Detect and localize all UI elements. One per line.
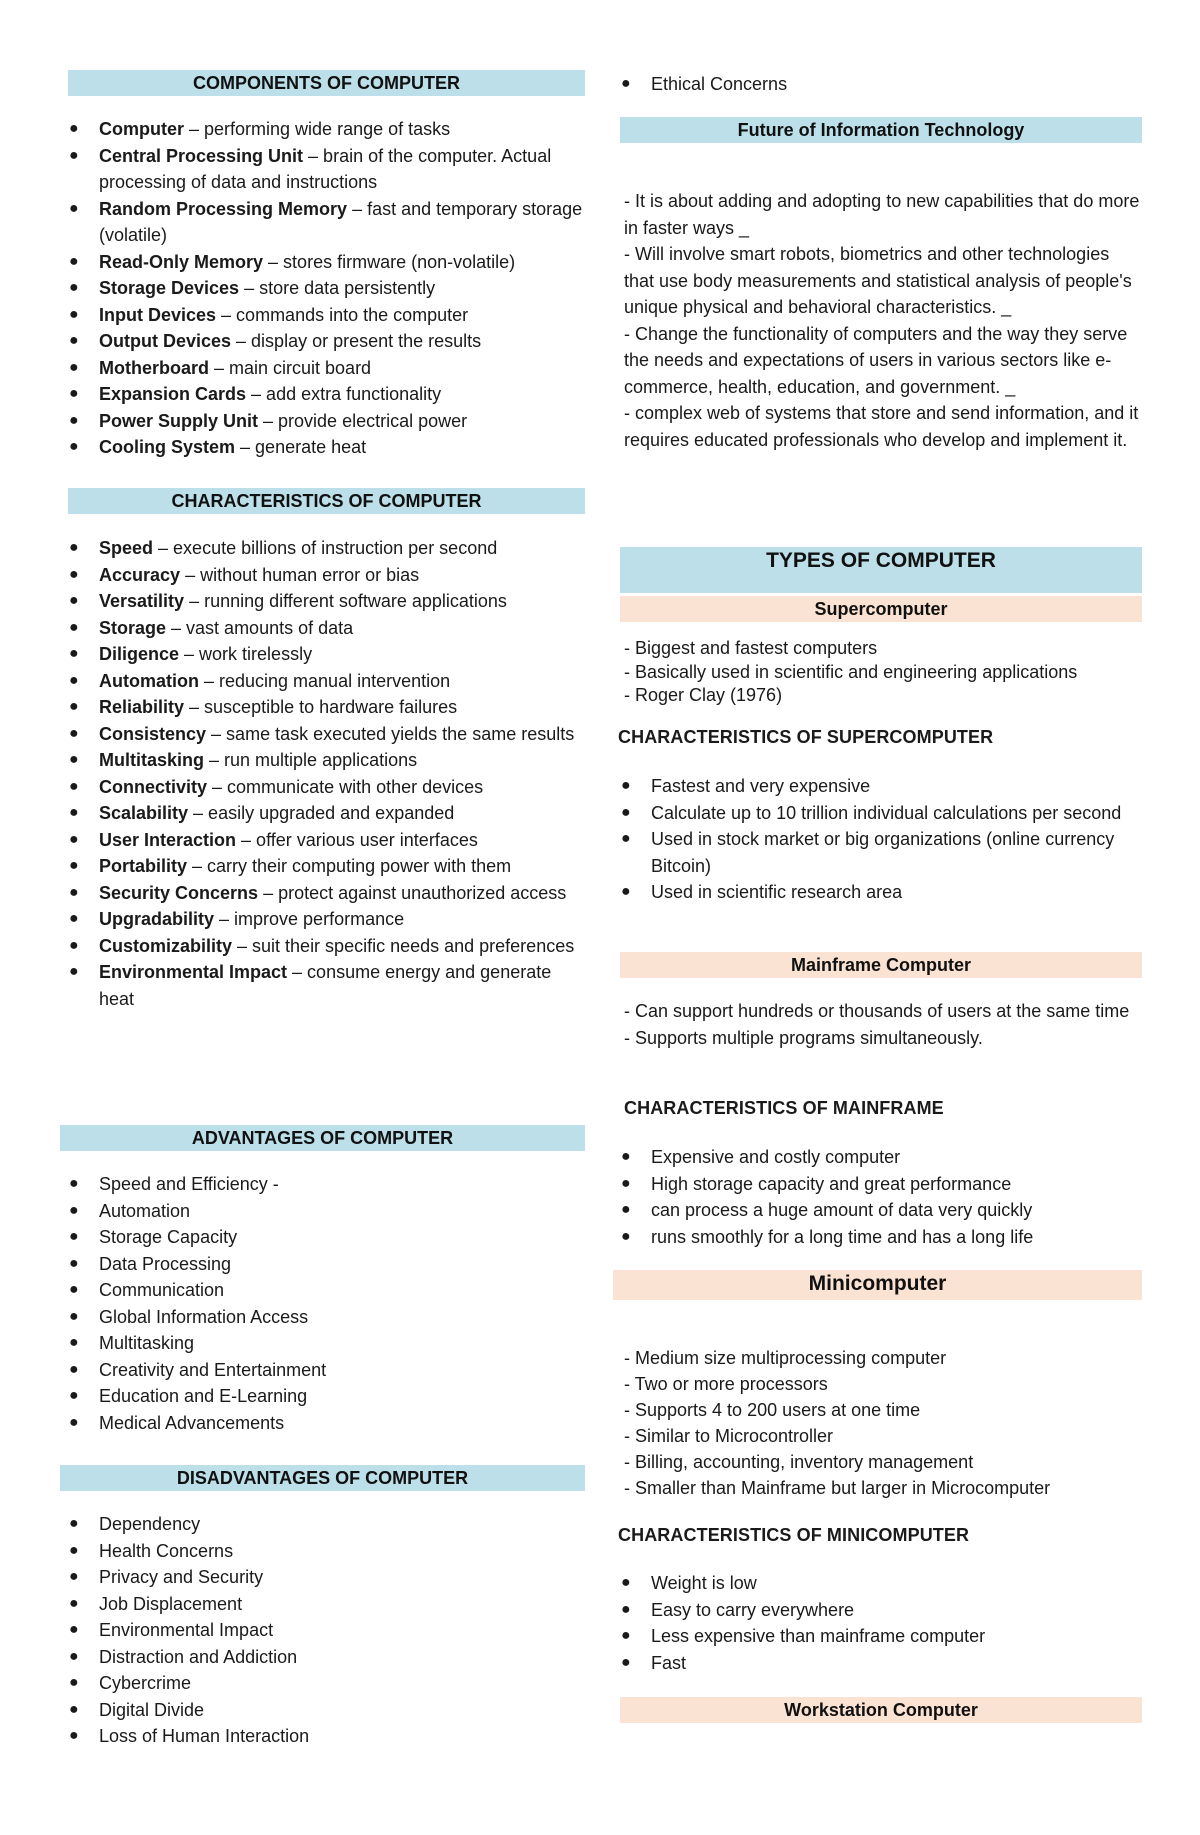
bullet-icon: ● (69, 565, 79, 583)
item-description: – execute billions of instruction per second (153, 538, 498, 558)
text-line: - Supports multiple programs simultaneously. (624, 1027, 983, 1048)
item-text: Job Displacement (99, 1593, 243, 1614)
minicomputer-header: Minicomputer (613, 1270, 1142, 1300)
bullet-icon: ● (621, 777, 631, 794)
components-header: COMPONENTS OF COMPUTER (68, 70, 585, 96)
bullet-icon: ● (69, 539, 79, 556)
item-description: – offer various user interfaces (236, 829, 478, 850)
bullet-icon: ● (621, 1627, 631, 1644)
list-item (60, 196, 585, 249)
item-description: – performing wide range of tasks (184, 119, 451, 139)
bullet-icon: ● (69, 279, 79, 296)
text-line: - Can support hundreds or thousands of users at the same time (624, 1001, 1130, 1021)
item-description: – without human error or bias (180, 564, 420, 585)
bullet-icon: ● (621, 1174, 631, 1192)
item-term: Central Processing Unit (99, 145, 304, 166)
text-line: - Billing, accounting, inventory management (624, 1452, 974, 1472)
item-text: can process a huge amount of data very quickly (651, 1200, 1033, 1220)
item-description: – fast and temporary storage (volatile) (99, 198, 583, 245)
item-description: – easily upgraded and expanded (188, 803, 455, 823)
list-item (60, 1723, 585, 1750)
list-item (60, 747, 585, 774)
list-item (60, 641, 585, 668)
item-text: Health Concerns (99, 1540, 234, 1561)
item-term: Automation (99, 670, 199, 691)
item-text: runs smoothly for a long time and has a long life (651, 1226, 1034, 1247)
list-item (60, 1670, 585, 1697)
supercomputer-char-list (612, 773, 1142, 906)
bullet-icon: ● (69, 1307, 79, 1325)
item-term: User Interaction (99, 829, 237, 850)
item-text: Loss of Human Interaction (99, 1726, 310, 1746)
bullet-icon: ● (69, 411, 79, 429)
list-item (60, 800, 585, 827)
list-item (60, 408, 585, 435)
item-term: Speed (99, 538, 154, 558)
item-text: Creativity and Entertainment (99, 1359, 327, 1380)
bullet-icon: ● (69, 120, 79, 137)
list-item (60, 774, 585, 801)
item-description: – provide electrical power (258, 410, 468, 431)
item-description: – improve performance (214, 909, 405, 929)
list-item (60, 1538, 585, 1565)
item-text: Privacy and Security (99, 1567, 264, 1587)
item-term: Read-Only Memory (99, 251, 264, 272)
advantages-header: ADVANTAGES OF COMPUTER (60, 1125, 585, 1151)
item-term: Portability (99, 856, 188, 876)
item-description: – vast amounts of data (166, 617, 354, 638)
list-item (612, 1623, 1142, 1650)
list-item (612, 773, 1142, 800)
list-item (60, 1198, 585, 1225)
bullet-icon: ● (69, 332, 79, 349)
text-line: - Supports 4 to 200 users at one time (624, 1400, 921, 1420)
item-text: Fast (651, 1652, 687, 1673)
bullet-icon: ● (69, 252, 79, 270)
list-item (60, 933, 585, 960)
list-item (60, 381, 585, 408)
bullet-icon: ● (621, 803, 631, 821)
text-line: - Change the functionality of computers and the way they serve the needs and expectations of users in various sectors like e-commerce, health, education, and government. _ (624, 323, 1128, 397)
bullet-icon: ● (69, 751, 79, 768)
item-term: Expansion Cards (99, 384, 247, 404)
list-item (60, 1564, 585, 1591)
mainframe-header: Mainframe Computer (620, 952, 1142, 978)
item-term: Output Devices (99, 331, 232, 351)
bullet-icon: ● (69, 910, 79, 927)
item-description: – carry their computing power with them (187, 856, 512, 876)
item-text: Communication (99, 1280, 225, 1300)
minicomputer-char-title: CHARACTERISTICS OF MINICOMPUTER (618, 1525, 970, 1545)
bullet-icon: ● (69, 438, 79, 455)
item-text: Storage Capacity (99, 1227, 238, 1247)
item-text: Expensive and costly computer (651, 1147, 901, 1167)
bullet-icon: ● (69, 1541, 79, 1559)
item-description: – communicate with other devices (207, 776, 484, 797)
list-item (60, 434, 585, 461)
list-item: ● Ethical Concerns (621, 74, 788, 94)
bullet-icon: ● (69, 1674, 79, 1691)
list-item (612, 1597, 1142, 1624)
list-item (612, 800, 1142, 827)
item-text: Data Processing (99, 1253, 232, 1274)
item-text: Easy to carry everywhere (651, 1599, 855, 1620)
list-item (60, 1277, 585, 1304)
list-item (60, 1330, 585, 1357)
bullet-icon: ● (621, 1600, 631, 1618)
disadvantages-header: DISADVANTAGES OF COMPUTER (60, 1465, 585, 1491)
bullet-icon: ● (69, 936, 79, 954)
item-text: Used in scientific research area (651, 882, 903, 902)
bullet-icon: ● (69, 1387, 79, 1404)
list-item (60, 1224, 585, 1251)
bullet-icon: ● (69, 1175, 79, 1192)
characteristics-header: CHARACTERISTICS OF COMPUTER (68, 488, 585, 514)
item-text: Cybercrime (99, 1673, 192, 1693)
list-item (60, 1383, 585, 1410)
minicomputer-text (624, 1345, 1142, 1501)
list-item (612, 826, 1142, 879)
bullet-icon: ● (69, 857, 79, 874)
bullet-icon: ● (69, 1700, 79, 1718)
future-it-header: Future of Information Technology (620, 117, 1142, 143)
bullet-icon: ● (69, 1228, 79, 1245)
bullet-icon: ● (69, 671, 79, 689)
list-item (60, 1357, 585, 1384)
list-item (60, 355, 585, 382)
item-term: Reliability (99, 697, 185, 717)
item-text: Education and E-Learning (99, 1386, 308, 1406)
list-item (612, 879, 1142, 906)
item-description: – brain of the computer. Actual processing of data and instructions (99, 145, 552, 192)
list-item (60, 562, 585, 589)
item-text: Medical Advancements (99, 1412, 285, 1433)
bullet-icon: ● (69, 199, 79, 217)
item-term: Customizability (99, 935, 233, 956)
list-item (60, 1697, 585, 1724)
text-line: - Two or more processors (624, 1374, 828, 1394)
item-description: – run multiple applications (204, 750, 418, 770)
item-description: – work tirelessly (179, 644, 313, 664)
list-item (60, 827, 585, 854)
item-term: Random Processing Memory (99, 198, 348, 219)
bullet-icon: ● (69, 1201, 79, 1219)
list-item (60, 1644, 585, 1671)
supercomputer-header: Supercomputer (620, 596, 1142, 622)
bullet-icon: ● (621, 1574, 631, 1591)
bullet-icon: ● (69, 963, 79, 980)
bullet-icon: ● (69, 1334, 79, 1351)
list-item (60, 1171, 585, 1198)
item-description: – consume energy and generate heat (99, 962, 552, 1009)
list-item (60, 1251, 585, 1278)
bullet-icon: ● (69, 645, 79, 662)
item-term: Environmental Impact (99, 962, 288, 982)
item-term: Cooling System (99, 437, 236, 457)
bullet-icon: ● (69, 1621, 79, 1638)
list-item (60, 116, 585, 143)
bullet-icon: ● (69, 1254, 79, 1272)
list-item (60, 615, 585, 642)
bullet-icon: ● (621, 830, 631, 847)
item-term: Motherboard (99, 357, 209, 378)
item-text: High storage capacity and great performance (651, 1173, 1012, 1194)
bullet-icon: ● (621, 1227, 631, 1245)
list-item (60, 668, 585, 695)
item-description: – reducing manual intervention (198, 670, 451, 691)
bullet-icon: ● (69, 1413, 79, 1431)
item-term: Multitasking (99, 750, 205, 770)
item-description: – running different software applications (184, 591, 507, 611)
item-term: Versatility (99, 591, 185, 611)
list-item (60, 880, 585, 907)
bullet-icon: ● (69, 830, 79, 848)
list-item (60, 1591, 585, 1618)
future-it-text (624, 188, 1142, 453)
bullet-icon: ● (69, 1594, 79, 1612)
list-item (60, 1410, 585, 1437)
mainframe-char-list (612, 1144, 1142, 1250)
item-description: – suit their specific needs and preferences (232, 935, 575, 956)
bullet-icon: ● (621, 1148, 631, 1165)
list-item (60, 959, 585, 1012)
bullet-icon: ● (69, 1647, 79, 1665)
text-line: - Roger Clay (1976) (624, 685, 783, 705)
workstation-header: Workstation Computer (620, 1697, 1142, 1723)
text-line: - Smaller than Mainframe but larger in Microcomputer (624, 1478, 1051, 1498)
supercomputer-text (624, 637, 1142, 708)
item-term: Storage Devices (99, 278, 240, 298)
list-item (60, 143, 585, 196)
item-description: – add extra functionality (246, 384, 442, 404)
list-item (60, 721, 585, 748)
list-item (60, 1511, 585, 1538)
bullet-icon: ● (69, 305, 79, 323)
text-line: - Medium size multiprocessing computer (624, 1348, 947, 1368)
list-item (60, 588, 585, 615)
text-line: - complex web of systems that store and send information, and it requires educated professionals who develop and implement it. (624, 403, 1139, 450)
item-text: Environmental Impact (99, 1620, 274, 1640)
bullet-icon: ● (69, 724, 79, 742)
list-item (60, 302, 585, 329)
list-item (60, 249, 585, 276)
item-term: Diligence (99, 644, 180, 664)
bullet-icon: ● (621, 883, 631, 900)
bullet-icon: ● (69, 1360, 79, 1378)
item-text: Distraction and Addiction (99, 1646, 298, 1667)
item-term: Scalability (99, 803, 189, 823)
list-item (612, 1570, 1142, 1597)
characteristics-list (60, 535, 585, 1012)
list-item (60, 1304, 585, 1331)
item-term: Input Devices (99, 304, 217, 325)
list-item (60, 853, 585, 880)
disadvantages-list (60, 1511, 585, 1750)
list-item (60, 694, 585, 721)
item-text: Global Information Access (99, 1306, 309, 1327)
bullet-icon: ● (621, 1653, 631, 1671)
item-text: Calculate up to 10 trillion individual calculations per second (651, 802, 1122, 823)
item-description: – same task executed yields the same results (206, 723, 575, 744)
components-list (60, 116, 585, 461)
item-text: Digital Divide (99, 1699, 205, 1720)
list-item (60, 906, 585, 933)
bullet-icon: ● (69, 146, 79, 164)
text-line: - Similar to Microcontroller (624, 1426, 834, 1446)
bullet-icon: ● (69, 618, 79, 636)
list-item (612, 1197, 1142, 1224)
item-term: Storage (99, 617, 167, 638)
minicomputer-char-list (612, 1570, 1142, 1676)
text-line: - Biggest and fastest computers (624, 638, 878, 658)
item-text: Less expensive than mainframe computer (651, 1626, 986, 1646)
list-item (60, 275, 585, 302)
item-text: Automation (99, 1200, 191, 1221)
bullet-icon: ● (69, 883, 79, 901)
item-term: Security Concerns (99, 882, 259, 903)
supercomputer-char-title: CHARACTERISTICS OF SUPERCOMPUTER (618, 727, 994, 747)
item-term: Accuracy (99, 564, 181, 585)
bullet-icon: ● (69, 385, 79, 402)
list-item (60, 328, 585, 355)
item-text: Dependency (99, 1514, 201, 1534)
bullet-icon: ● (69, 698, 79, 715)
item-description: – protect against unauthorized access (258, 882, 567, 903)
item-text: Fastest and very expensive (651, 776, 871, 796)
text-line: - It is about adding and adopting to new capabilities that do more in faster ways _ (624, 191, 1140, 238)
item-description: – store data persistently (239, 278, 436, 298)
item-text: Speed and Efficiency - (99, 1174, 279, 1194)
list-item (612, 1224, 1142, 1251)
item-term: Upgradability (99, 909, 215, 929)
item-term: Computer (99, 119, 184, 139)
mainframe-char-title: CHARACTERISTICS OF MAINFRAME (624, 1098, 944, 1118)
item-term: Consistency (99, 723, 207, 744)
mainframe-text (624, 998, 1142, 1051)
item-term: Connectivity (99, 776, 208, 797)
bullet-icon: ● (69, 358, 79, 376)
item-description: – display or present the results (231, 331, 482, 351)
item-description: – main circuit board (209, 357, 372, 378)
bullet-icon: ● (621, 1201, 631, 1218)
types-of-computer-header: TYPES OF COMPUTER (620, 547, 1142, 593)
bullet-icon: ● (69, 1568, 79, 1585)
item-text: Weight is low (651, 1573, 757, 1593)
bullet-icon: ● (69, 804, 79, 821)
list-item (612, 1144, 1142, 1171)
bullet-icon: ● (69, 1515, 79, 1532)
item-description: – susceptible to hardware failures (184, 697, 458, 717)
item-description: – commands into the computer (216, 304, 469, 325)
text-line: - Will involve smart robots, biometrics and other technologies that use body measurements and statistical analysis of people's unique physical and behavioral characteristics. _ (624, 244, 1132, 317)
bullet-icon: ● (69, 592, 79, 609)
bullet-icon: ● (69, 1727, 79, 1744)
item-description: – stores firmware (non-volatile) (263, 251, 516, 272)
item-description: – generate heat (235, 437, 367, 457)
advantages-list (60, 1171, 585, 1436)
item-text: Multitasking (99, 1333, 195, 1353)
bullet-icon: ● (69, 1281, 79, 1298)
text-line: - Basically used in scientific and engineering applications (624, 661, 1078, 682)
ethical-concerns-list (612, 71, 1142, 98)
list-item (612, 1650, 1142, 1677)
bullet-icon: ● (69, 777, 79, 795)
item-text: Used in stock market or big organizations (online currency Bitcoin) (651, 829, 1115, 876)
list-item (60, 535, 585, 562)
list-item (60, 1617, 585, 1644)
list-item (612, 1171, 1142, 1198)
item-term: Power Supply Unit (99, 410, 259, 431)
